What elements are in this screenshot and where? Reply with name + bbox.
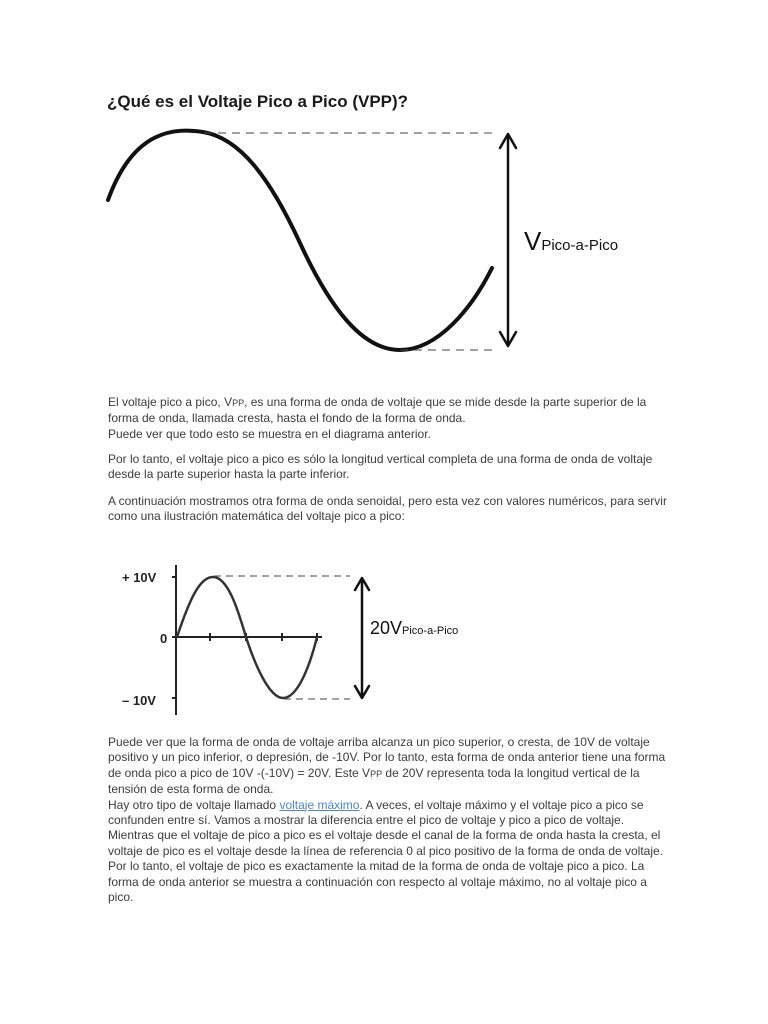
- peak-voltage-link[interactable]: voltaje máximo: [279, 797, 360, 812]
- tick-label-zero: 0: [160, 631, 168, 646]
- p1-text-a: El voltaje pico a pico, V: [108, 395, 233, 409]
- paragraph-intro-example: A continuación mostramos otra forma de onda senoidal, pero esta vez con valores numéricos, para servir como una ilustración matemática del voltaje pico a pico:: [108, 494, 667, 524]
- paragraph-definition: [108, 395, 668, 442]
- p1-text-c: Puede ver que todo esto se muestra en el diagrama anterior.: [108, 426, 431, 441]
- vpp-numeric-main: 20V: [370, 618, 403, 638]
- vpp-label-main: V: [524, 226, 542, 256]
- peak-to-peak-diagram: [100, 118, 660, 368]
- p4-text-b: de 20V representa toda la longitud vertical de la tensión de esta forma de onda.: [108, 765, 640, 797]
- numeric-sine-diagram: [110, 550, 510, 730]
- page-title: ¿Qué es el Voltaje Pico a Pico (VPP)?: [107, 92, 409, 111]
- sine-wave: [108, 131, 492, 350]
- double-arrow-icon: [500, 134, 516, 346]
- tick-label-bottom: – 10V: [122, 693, 156, 708]
- vpp-label-sub: Pico-a-Pico: [541, 237, 619, 254]
- p4-text-d: . A veces, el voltaje máximo y el voltaje pico a pico se confunden entre sí. Vamos a mostrar la diferencia entre el pico de voltaje y pico a pico de voltaje. Mientras que el voltaje de pico a pico es el voltaje desde el canal de la forma de onda hasta la cresta, el voltaje de pico es el voltaje desde la línea de referencia 0 al pico positivo de la forma de onda de voltaje. Por lo tanto, el voltaje de pico es exactamente la mitad de la forma de onda de voltaje pico a pico. La forma de onda anterior se muestra a continuación con respecto al voltaje máximo, no al voltaje pico a pico.: [108, 797, 664, 905]
- paragraph-explanation: Por lo tanto, el voltaje pico a pico es sólo la longitud vertical completa de una forma de onda de voltaje desde la parte superior hasta la parte inferior.: [108, 452, 653, 482]
- tick-label-top: + 10V: [122, 570, 157, 585]
- p4-text-a: Puede ver que la forma de onda de voltaje arriba alcanza un pico superior, o cresta, de 10V de voltaje positivo y un pico inferior, o depresión, de -10V. Por lo tanto, esta forma de onda anterior tiene una forma de onda pico a pico de 10V -(-10V) = 20V. Este V: [108, 735, 666, 780]
- p1-text-b: , es una forma de onda de voltaje que se mide desde la parte superior de la forma de onda, llamada cresta, hasta el fondo de la forma de onda.: [108, 395, 647, 426]
- vpp-numeric-sub: Pico-a-Pico: [402, 625, 459, 637]
- paragraph-example-explanation: [108, 735, 668, 905]
- double-arrow-icon: [355, 578, 369, 698]
- svg-text:VPico-a-Pico: [524, 226, 618, 256]
- p4-subscript: PP: [370, 768, 383, 779]
- p4-text-c: Hay otro tipo de voltaje llamado: [108, 797, 280, 812]
- p1-subscript: PP: [232, 398, 245, 408]
- svg-text:20VPico-a-Pico: [370, 618, 458, 638]
